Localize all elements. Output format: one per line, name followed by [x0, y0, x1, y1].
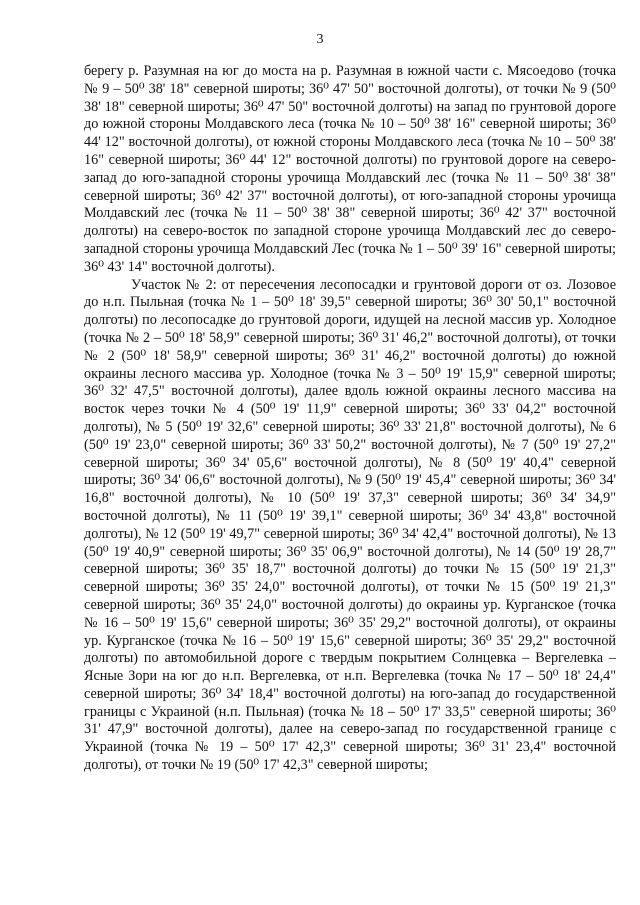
page-number: 3 — [316, 32, 324, 47]
document-body — [84, 63, 616, 775]
paragraph-plot-2: Участок № 2: от пересечения лесопосадки и грунтовой дороги от оз. Лозовое до н.п. Пыльная (точка № 1 – 50⁰ 18' 39,5" северной широты; 36⁰ 30' 50,1" восточной долготы) по лесопосадке до грунтовой дороги, идущей на лесной массив ур. Холодное (точка № 2 – 50⁰ 18' 58,9" северной широты; 36⁰ 31' 46,2" восточной долготы), от точки № 2 (50⁰ 18' 58,9" северной широты; 36⁰ 31' 46,2" восточной долготы) до южной окраины лесного массива ур. Холодное (точка № 3 – 50⁰ 19' 15,9" северной широты; 36⁰ 32' 47,5" восточной долготы), далее вдоль южной окраины лесного массива на восток через точки № 4 (50⁰ 19' 11,9" северной широты; 36⁰ 33' 04,2" восточной долготы), № 5 (50⁰ 19' 32,6" северной широты; 36⁰ 33' 21,8" восточной долготы), № 6 (50⁰ 19' 23,0" северной широты; 36⁰ 33' 50,2" восточной долготы), № 7 (50⁰ 19' 27,2" северной широты; 36⁰ 34' 05,6" восточной долготы), № 8 (50⁰ 19' 40,4" северной широты; 36⁰ 34' 06,6" восточной долготы), № 9 (50⁰ 19' 45,4" северной широты; 36⁰ 34' 16,8" восточной долготы), № 10 (50⁰ 19' 37,3" северной широты; 36⁰ 34' 34,9" восточной долготы), № 11 (50⁰ 19' 39,1" северной широты; 36⁰ 34' 43,8" восточной долготы), № 12 (50⁰ 19' 49,7" северной широты; 36⁰ 34' 42,4" восточной долготы), № 13 (50⁰ 19' 40,9" северной широты; 36⁰ 35' 06,9" восточной долготы), № 14 (50⁰ 19' 28,7" северной широты; 36⁰ 35' 18,7" восточной долготы) до точки № 15 (50⁰ 19' 21,3" северной широты; 36⁰ 35' 24,0" восточной долготы), от точки № 15 (50⁰ 19' 21,3" северной широты; 36⁰ 35' 24,0" восточной долготы) до окраины ур. Курганское (точка № 16 – 50⁰ 19' 15,6" северной широты; 36⁰ 35' 29,2" восточной долготы), от окраины ур. Курганское (точка № 16 – 50⁰ 19' 15,6" северной широты; 36⁰ 35' 29,2" восточной долготы) по автомобильной дороге с твердым покрытием Солнцевка – Вергелевка – Ясные Зори на юг до н.п. Вергелевка, от н.п. Вергелевка (точка № 17 – 50⁰ 18' 24,4" северной широты; 36⁰ 34' 18,4" восточной долготы) на юго-запад до государственной границы с Украиной (н.п. Пыльная) (точка № 18 – 50⁰ 17' 33,5" северной широты; 36⁰ 31' 47,9" восточной долготы), далее на северо-запад по государственной границе с Украиной (точка № 19 – 50⁰ 17' 42,3" северной широты; 36⁰ 31' 23,4" восточной долготы), от точки № 19 (50⁰ 17' 42,3" северной широты; — [84, 276, 616, 774]
paragraph-plot-1-continuation: берегу р. Разумная на юг до моста на р. Разумная в южной части с. Мясоедово (точка № 9 – 50⁰ 38' 18" северной широты; 36⁰ 47' 50" восточной долготы), от точки № 9 (50⁰ 38' 18" северной широты; 36⁰ 47' 50" восточной долготы) на запад по грунтовой дороге до южной стороны Молдавского леса (точка № 10 – 50⁰ 38' 16" северной широты; 36⁰ 44' 12" восточной долготы), от южной стороны Молдавского леса (точка № 10 – 50⁰ 38' 16" северной широты; 36⁰ 44' 12" восточной долготы) по грунтовой дороге на северо-запад до юго-западной стороны урочища Молдавский лес (точка № 11 – 50⁰ 38' 38" северной широты; 36⁰ 42' 37" восточной долготы), от юго-западной стороны урочища Молдавский лес (точка № 11 – 50⁰ 38' 38" северной широты; 36⁰ 42' 37" восточной долготы) на северо-восток по западной стороне урочища Молдавский лес до северо-западной стороны урочища Молдавский Лес (точка № 1 – 50⁰ 39' 16" северной широты; 36⁰ 43' 14" восточной долготы). — [84, 63, 616, 275]
